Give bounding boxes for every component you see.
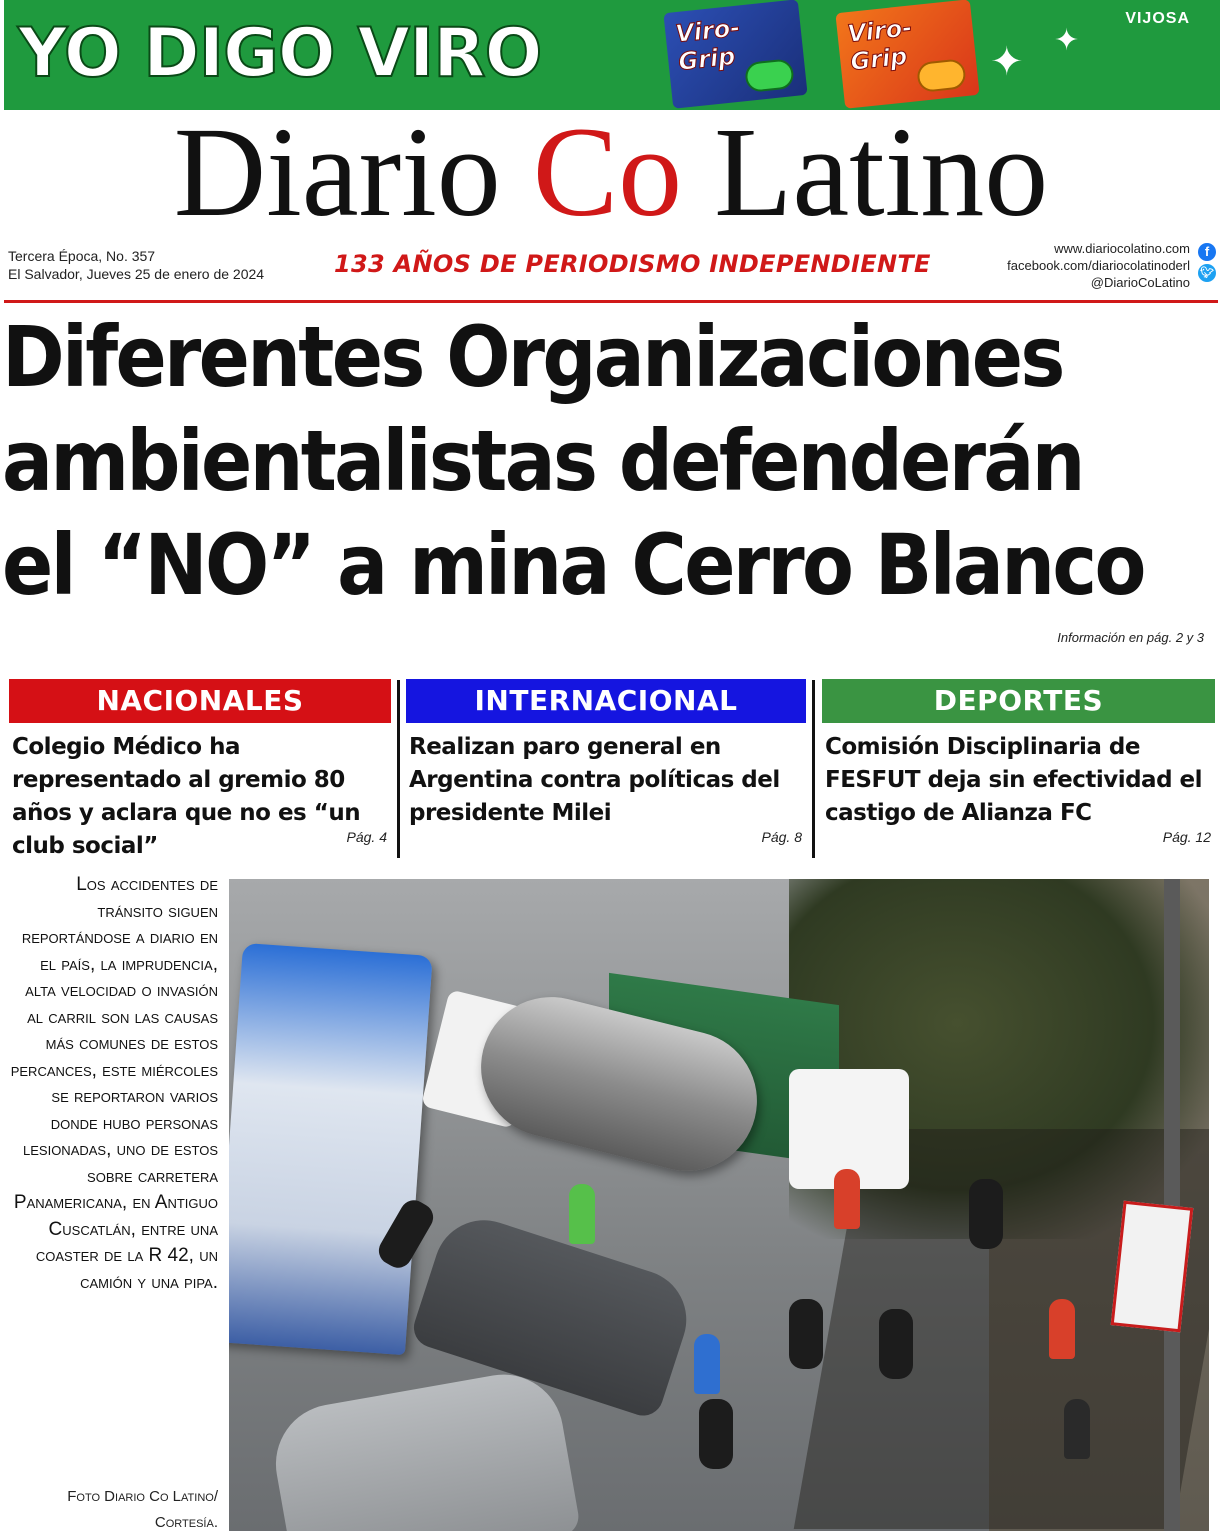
section-deportes[interactable] <box>822 679 1215 859</box>
headline-line: el “NO” a mina Cerro Blanco <box>2 516 1144 614</box>
sparkle-icon: ✦ <box>990 40 1024 84</box>
photo-person <box>569 1184 595 1244</box>
contact-info <box>1007 240 1190 291</box>
section-label: DEPORTES <box>822 679 1215 723</box>
photo-motorcycle <box>879 1309 913 1379</box>
photo-person <box>834 1169 860 1229</box>
photo-person <box>1064 1399 1090 1459</box>
ad-banner[interactable] <box>4 0 1220 110</box>
section-story-headline[interactable]: Realizan paro general en Argentina contra políticas del presidente Milei <box>409 734 780 826</box>
website-link[interactable]: www.diariocolatino.com <box>1054 241 1190 256</box>
section-page-reference: Pág. 4 <box>346 829 387 845</box>
edition-number: Tercera Época, No. 357 <box>8 248 156 264</box>
product-name: Viro-Grip <box>846 13 914 76</box>
edition-info <box>8 247 264 283</box>
main-headline[interactable] <box>2 305 1220 617</box>
headline-page-reference: Información en pág. 2 y 3 <box>1057 630 1204 645</box>
headline-line: Diferentes Organizaciones <box>2 308 1063 406</box>
section-nacionales[interactable] <box>9 679 391 859</box>
photo-caption: Los accidentes de tránsito siguen reportándose a diario en el país, la imprudencia, alta velocidad o invasión al carril son las causas más comunes de estos percances, este miércoles se reportaron varios donde hubo personas lesionadas, uno de estos sobre carretera Panamericana, en Antiguo Cuscatlán, entre una coaster de la R 42, un camión y una pipa. <box>10 874 218 1293</box>
column-divider <box>812 680 815 858</box>
product-name: Viro-Grip <box>674 13 742 76</box>
photo-person <box>694 1334 720 1394</box>
ad-slogan: YO DIGO VIRO <box>18 14 542 93</box>
photo-person <box>1049 1299 1075 1359</box>
logo-text-diario: Diario <box>173 101 533 243</box>
facebook-link[interactable]: facebook.com/diariocolatinoderl <box>1007 258 1190 273</box>
logo-text-co: Co <box>532 101 683 243</box>
masthead-tagline: 133 AÑOS DE PERIODISMO INDEPENDIENTE <box>334 250 931 278</box>
capsule-icon <box>744 58 795 93</box>
photo-credit: Foto Diario Co Latino/ Cortesía. <box>67 1488 218 1531</box>
column-divider <box>397 680 400 858</box>
headline-line: ambientalistas defenderán <box>2 412 1083 510</box>
facebook-icon[interactable]: f <box>1198 243 1216 261</box>
section-story-headline[interactable]: Comisión Disciplinaria de FESFUT deja sin efectividad el castigo de Alianza FC <box>825 734 1203 826</box>
section-page-reference: Pág. 8 <box>761 829 802 845</box>
edition-date: El Salvador, Jueves 25 de enero de 2024 <box>8 266 265 282</box>
section-label: NACIONALES <box>9 679 391 723</box>
ad-brand: VIJOSA <box>1125 10 1190 27</box>
twitter-icon[interactable]: 🐦︎ <box>1198 264 1216 282</box>
twitter-handle[interactable]: @DiarioCoLatino <box>1090 275 1190 290</box>
photo-bus <box>229 943 433 1355</box>
sparkle-icon: ✦ <box>1054 24 1080 57</box>
section-story-headline[interactable]: Colegio Médico ha representado al gremio 80 años y aclara que no es “un club social” <box>12 734 361 859</box>
product-box-image <box>663 0 807 109</box>
newspaper-logo[interactable] <box>0 101 1222 243</box>
photo-motorcycle <box>699 1399 733 1469</box>
photo-motorcycle <box>969 1179 1003 1249</box>
section-internacional[interactable] <box>406 679 806 859</box>
product-box-image <box>835 0 979 109</box>
masthead-divider <box>4 300 1218 303</box>
photo-motorcycle <box>789 1299 823 1369</box>
logo-text-latino: Latino <box>682 101 1049 243</box>
accident-photo[interactable] <box>229 879 1209 1531</box>
section-page-reference: Pág. 12 <box>1162 829 1211 845</box>
capsule-icon <box>916 58 967 93</box>
photo-campaign-poster <box>1111 1201 1194 1333</box>
section-label: INTERNACIONAL <box>406 679 806 723</box>
